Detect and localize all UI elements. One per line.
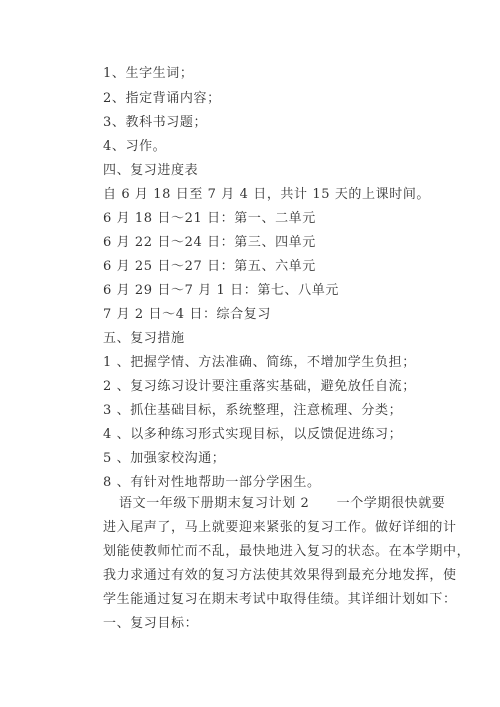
measure-item-2: 2 、复习练习设计要注重落实基础，避免放任自流； [103,379,416,394]
review-content-item-1: 1、生字生词； [103,66,194,81]
review-content-item-2: 2、指定背诵内容； [103,91,221,106]
measure-item-5: 5 、加强家校沟通； [103,451,226,466]
plan2-paragraph-line-4: 我力求通过有效的复习方法使其效果得到最充分地发挥，使 [103,568,457,583]
measure-item-3: 3 、抓住基础目标，系统整理，注意梳理、分类； [103,403,403,418]
schedule-item-5: 7 月 2 日～4 日：综合复习 [103,307,271,322]
measure-item-1: 1 、把握学情、方法准确、简练，不增加学生负担； [103,355,416,370]
plan2-paragraph-line-5: 学生能通过复习在期末考试中取得佳绩。其详细计划如下： [103,592,457,607]
measure-item-8: 8 、有针对性地帮助一部分学困生。 [103,475,321,490]
section-heading-review-goals: 一、复习目标： [103,616,199,631]
measure-item-4: 4 、以多种练习形式实现目标，以反馈促进练习； [103,427,403,442]
plan2-paragraph-line-3: 划能使教师忙而不乱，最快地进入复习的状态。在本学期中， [103,544,471,559]
schedule-item-3: 6 月 25 日～27 日：第五、六单元 [103,259,316,274]
schedule-item-1: 6 月 18 日～21 日：第一、二单元 [103,211,316,226]
review-content-item-4: 4、习作。 [103,139,167,154]
section-heading-schedule: 四、复习进度表 [103,163,199,178]
schedule-summary: 自 6 月 18 日至 7 月 4 日，共计 15 天的上课时间。 [103,187,431,202]
review-content-item-3: 3、教科书习题； [103,115,208,130]
plan2-paragraph-line-2: 进入尾声了，马上就要迎来紧张的复习工作。做好详细的计 [103,520,457,535]
schedule-item-2: 6 月 22 日～24 日：第三、四单元 [103,235,316,250]
section-heading-measures: 五、复习措施 [103,331,185,346]
schedule-item-4: 6 月 29 日～7 月 1 日：第七、八单元 [103,283,339,298]
plan2-paragraph-line-1: 语文一年级下册期末复习计划 2 一个学期很快就要 [119,496,446,511]
